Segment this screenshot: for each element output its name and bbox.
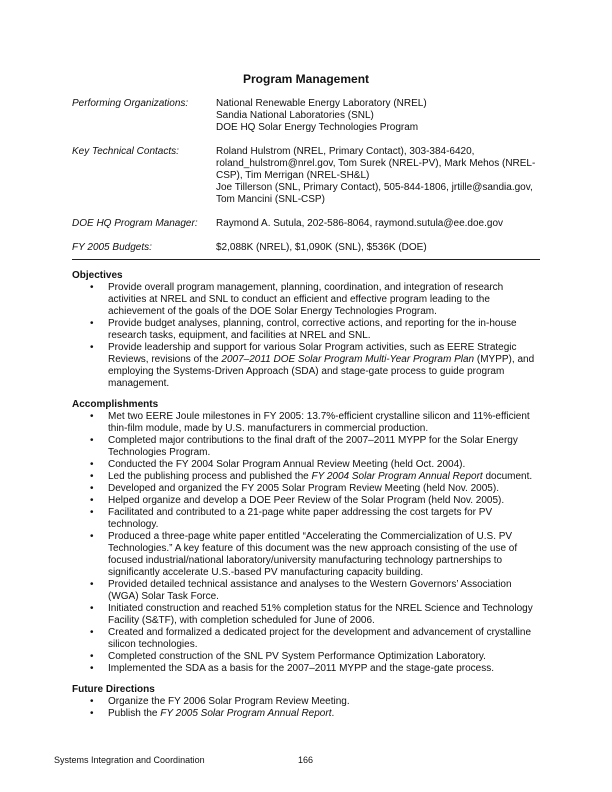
item-text: Created and formalized a dedicated project for the development and advancement of crystalline silicon technologies. <box>108 627 532 650</box>
info-line: DOE HQ Solar Energy Technologies Program <box>216 122 419 133</box>
page-title: Program Management <box>242 72 370 86</box>
item-text: Produced a three-page white paper entitled “Accelerating the Commercialization of U.S. PV Technologies.” A key feature of this document was the new approach consisting of the use of focused industrial/national laboratory/university manufacturing technology partnerships to significantly accelerate U.S.-based PV manufacturing capacity building. <box>108 531 518 578</box>
item-text: Publish the <box>108 708 161 719</box>
bullet-icon: • <box>90 627 94 638</box>
list-item <box>72 318 540 342</box>
section-objectives <box>72 270 542 390</box>
bullet-icon: • <box>90 411 94 422</box>
item-text: Completed major contributions to the final draft of the 2007–2011 MYPP for the Solar Energy Technologies Program. <box>108 435 518 458</box>
item-text: Helped organize and develop a DOE Peer Review of the Solar Program (held Nov. 2005). <box>108 495 505 506</box>
bullet-icon: • <box>90 507 94 518</box>
bullet-icon: • <box>90 708 94 719</box>
info-row <box>72 218 542 230</box>
list-item <box>72 483 540 495</box>
bullet-icon: • <box>90 495 94 506</box>
item-text: Initiated construction and reached 51% completion status for the NREL Science and Technology Facility (S&TF), with completion scheduled for June of 2006. <box>108 603 533 626</box>
bullet-icon: • <box>90 651 94 662</box>
item-text: Completed construction of the SNL PV System Performance Optimization Laboratory. <box>108 651 486 662</box>
list-item <box>72 603 540 627</box>
bullet-list <box>72 696 542 720</box>
list-item <box>72 459 540 471</box>
list-item <box>72 282 540 318</box>
section-heading: Objectives <box>72 270 123 281</box>
item-text: Implemented the SDA as a basis for the 2007–2011 MYPP and the stage-gate process. <box>108 663 494 674</box>
bullet-icon: • <box>90 483 94 494</box>
list-item <box>72 342 540 390</box>
section-heading: Accomplishments <box>72 399 159 410</box>
bullet-icon: • <box>90 696 94 707</box>
item-text: Led the publishing process and published the <box>108 471 312 482</box>
list-item <box>72 411 540 435</box>
list-item <box>72 663 540 675</box>
bullet-icon: • <box>90 318 94 329</box>
item-text: Organize the FY 2006 Solar Program Review Meeting. <box>108 696 350 707</box>
list-item <box>72 627 540 651</box>
item-text: Provide leadership and support for various Solar Program activities, such as EERE Strategic Reviews, revisions of the <box>108 342 517 365</box>
list-item <box>72 579 540 603</box>
list-item <box>72 708 540 720</box>
list-item <box>72 471 540 483</box>
info-label: FY 2005 Budgets: <box>72 242 152 253</box>
program-info <box>72 98 542 266</box>
section-future-directions <box>72 684 542 720</box>
item-text: (MYPP), and employing the Systems-Driven Approach (SDA) and stage-gate process to guide program management. <box>108 354 535 389</box>
bullet-icon: • <box>90 663 94 674</box>
item-text: . <box>331 708 335 719</box>
item-text: Conducted the FY 2004 Solar Program Annual Review Meeting (held Oct. 2004). <box>108 459 466 470</box>
info-label: DOE HQ Program Manager: <box>72 218 198 229</box>
item-text: Met two EERE Joule milestones in FY 2005: 13.7%-efficient crystalline silicon and 11%-efficient thin-film module, made by U.S. manufacturers in commercial production. <box>108 411 530 434</box>
info-line: Sandia National Laboratories (SNL) <box>216 110 374 121</box>
info-line: Roland Hulstrom (NREL, Primary Contact), 303-384-6420, roland_hulstrom@nrel.gov, Tom Surek (NREL-PV), Mark Mehos (NREL-CSP), Tim Merrigan (NREL-SH&L) <box>216 146 536 181</box>
divider <box>72 259 540 260</box>
bullet-icon: • <box>90 579 94 590</box>
item-text: Developed and organized the FY 2005 Solar Program Review Meeting (held Nov. 2005). <box>108 483 499 494</box>
info-line: National Renewable Energy Laboratory (NREL) <box>216 98 427 109</box>
info-value <box>216 98 542 134</box>
bullet-icon: • <box>90 342 94 353</box>
item-text: FY 2005 Solar Program Annual Report <box>160 708 332 719</box>
list-item <box>72 495 540 507</box>
page-number: 166 <box>298 755 314 765</box>
bullet-icon: • <box>90 435 94 446</box>
section-heading: Future Directions <box>72 684 155 695</box>
list-item <box>72 651 540 663</box>
bullet-icon: • <box>90 531 94 542</box>
info-value <box>216 218 542 230</box>
bullet-icon: • <box>90 282 94 293</box>
bullet-icon: • <box>90 471 94 482</box>
info-line: Joe Tillerson (SNL, Primary Contact), 505-844-1806, jrtille@sandia.gov, Tom Mancini (SNL-CSP) <box>216 182 533 205</box>
item-text: Provide budget analyses, planning, control, corrective actions, and reporting for the in-house research tasks, equipment, and facilities at NREL and SNL. <box>108 318 517 341</box>
bullet-icon: • <box>90 459 94 470</box>
info-line: Raymond A. Sutula, 202-586-8064, raymond.sutula@ee.doe.gov <box>216 218 504 229</box>
list-item <box>72 696 540 708</box>
info-row <box>72 98 542 134</box>
item-text: document. <box>482 471 533 482</box>
bullet-icon: • <box>90 603 94 614</box>
item-text: Provide overall program management, planning, coordination, and integration of research activities at NREL and SNL to conduct an efficient and effective program leading to the achievement of the goals of the DOE Solar Energy Technologies Program. <box>108 282 504 317</box>
list-item <box>72 507 540 531</box>
info-value <box>216 242 542 254</box>
bullet-list <box>72 411 542 675</box>
section-accomplishments <box>72 399 542 675</box>
list-item <box>72 435 540 459</box>
bullet-list <box>72 282 542 390</box>
item-text: Facilitated and contributed to a 21-page white paper addressing the cost targets for PV technology. <box>108 507 493 530</box>
info-value <box>216 146 542 206</box>
list-item <box>72 531 540 579</box>
info-line: $2,088K (NREL), $1,090K (SNL), $536K (DOE) <box>216 242 427 253</box>
info-label: Key Technical Contacts: <box>72 146 179 157</box>
info-label: Performing Organizations: <box>72 98 189 109</box>
info-row <box>72 146 542 206</box>
item-text: 2007–2011 DOE Solar Program Multi-Year Program Plan <box>221 354 475 365</box>
info-row <box>72 242 542 254</box>
footer-section: Systems Integration and Coordination <box>54 755 205 765</box>
item-text: FY 2004 Solar Program Annual Report <box>311 471 483 482</box>
item-text: Provided detailed technical assistance and analyses to the Western Governors’ Association (WGA) Solar Task Force. <box>108 579 512 602</box>
